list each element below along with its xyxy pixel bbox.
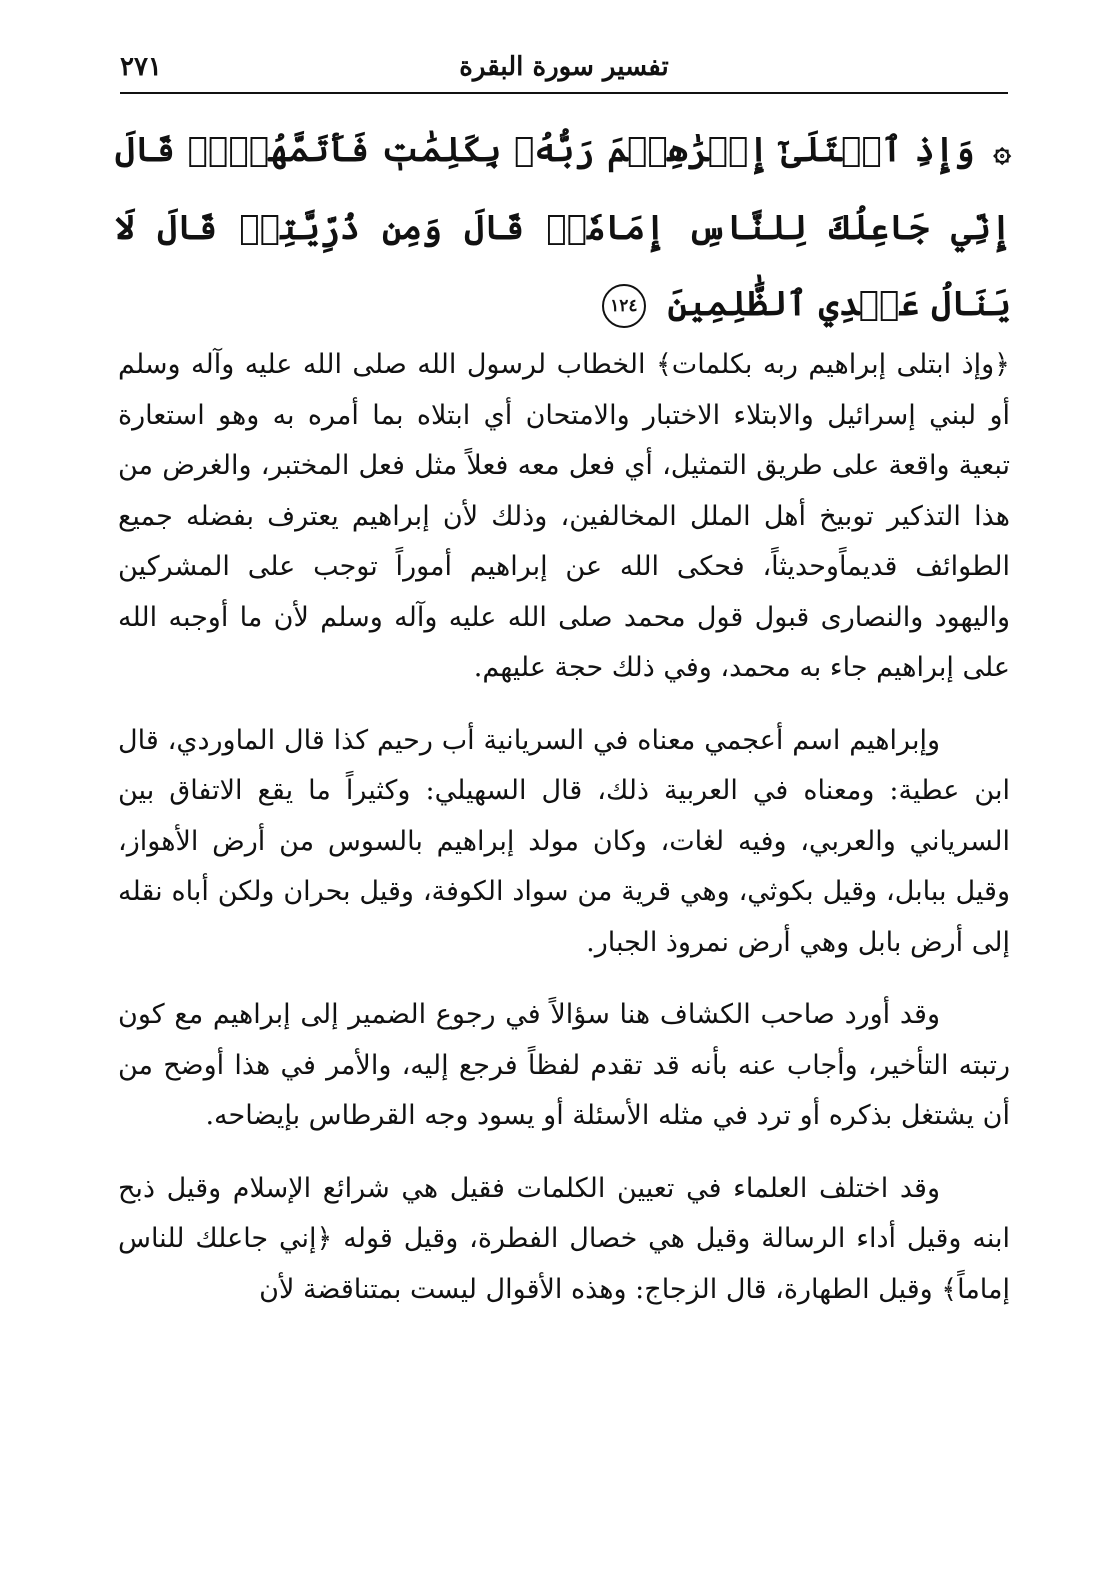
quran-verse — [115, 112, 1011, 342]
page-number: ٢٧١ — [120, 52, 162, 82]
verse-text: وَإِذِ ٱبۡتَلَىٰٓ إِبۡرَٰهِـۧمَ رَبُّهُۥ بِكَلِمَٰتٖ فَأَتَمَّهُنَّۖ قَالَ إِنِّي جَاعِلُكَ لِلنَّاسِ إِمَامٗاۖ قَالَ وَمِن ذُرِّيَّتِيۖ قَالَ لَا يَنَالُ عَهۡدِي ٱلظَّٰلِمِينَ — [115, 130, 1011, 324]
running-title: تفسير سورة البقرة — [459, 52, 669, 82]
paragraph: ﴿وإذ ابتلى إبراهيم ربه بكلمات﴾ الخطاب لرسول الله صلى الله عليه وآله وسلم أو لبني إسرائيل والابتلاء الاختبار والامتحان أي ابتلاه بما أمره به وهو استعارة تبعية واقعة على طريق التمثيل، أي فعل معه فعلاً مثل فعل المختبر، والغرض من هذا التذكير توبيخ أهل الملل المخالفين، وذلك لأن إبراهيم يعترف بفضله جميع الطوائف قديماًوحديثاً، فحكى الله عن إبراهيم أموراً توجب على المشركين واليهود والنصارى قبول قول محمد صلى الله عليه وآله وسلم لأن ما أوجبه الله على إبراهيم جاء به محمد، وفي ذلك حجة عليهم. — [118, 349, 1010, 683]
paragraph: وقد أورد صاحب الكشاف هنا سؤالاً في رجوع الضمير إلى إبراهيم مع كون رتبته التأخير، وأجاب عنه بأنه قد تقدم لفظاً فرجع إليه، والأمر في هذا أوضح من أن يشتغل بذكره أو ترد في مثله الأسئلة أو يسود وجه القرطاس بإيضاحه. — [118, 999, 1010, 1131]
page-header — [120, 50, 1008, 94]
ayah-number-badge: ١٢٤ — [602, 284, 646, 328]
paragraph: وقد اختلف العلماء في تعيين الكلمات فقيل هي شرائع الإسلام وقيل ذبح ابنه وقيل أداء الرسالة وقيل هي خصال الفطرة، وقيل قوله ﴿إني جاعلك للناس إماماً﴾ وقيل الطهارة، قال الزجاج: وهذه الأقوال ليست بمتناقضة لأن — [118, 1172, 1010, 1305]
hizb-marker-icon: ۞ — [993, 134, 1011, 169]
commentary-text — [118, 340, 1010, 1337]
paragraph: وإبراهيم اسم أعجمي معناه في السريانية أب رحيم كذا قال الماوردي، قال ابن عطية: ومعناه في العربية ذلك، قال السهيلي: وكثيراً ما يقع الاتفاق بين السرياني والعربي، وفيه لغات، وكان مولد إبراهيم بالسوس من أرض الأهواز، وقيل ببابل، وقيل بكوثي، وهي قرية من سواد الكوفة، وقيل بحران ولكن أباه نقله إلى أرض بابل وهي أرض نمروذ الجبار. — [118, 724, 1010, 958]
